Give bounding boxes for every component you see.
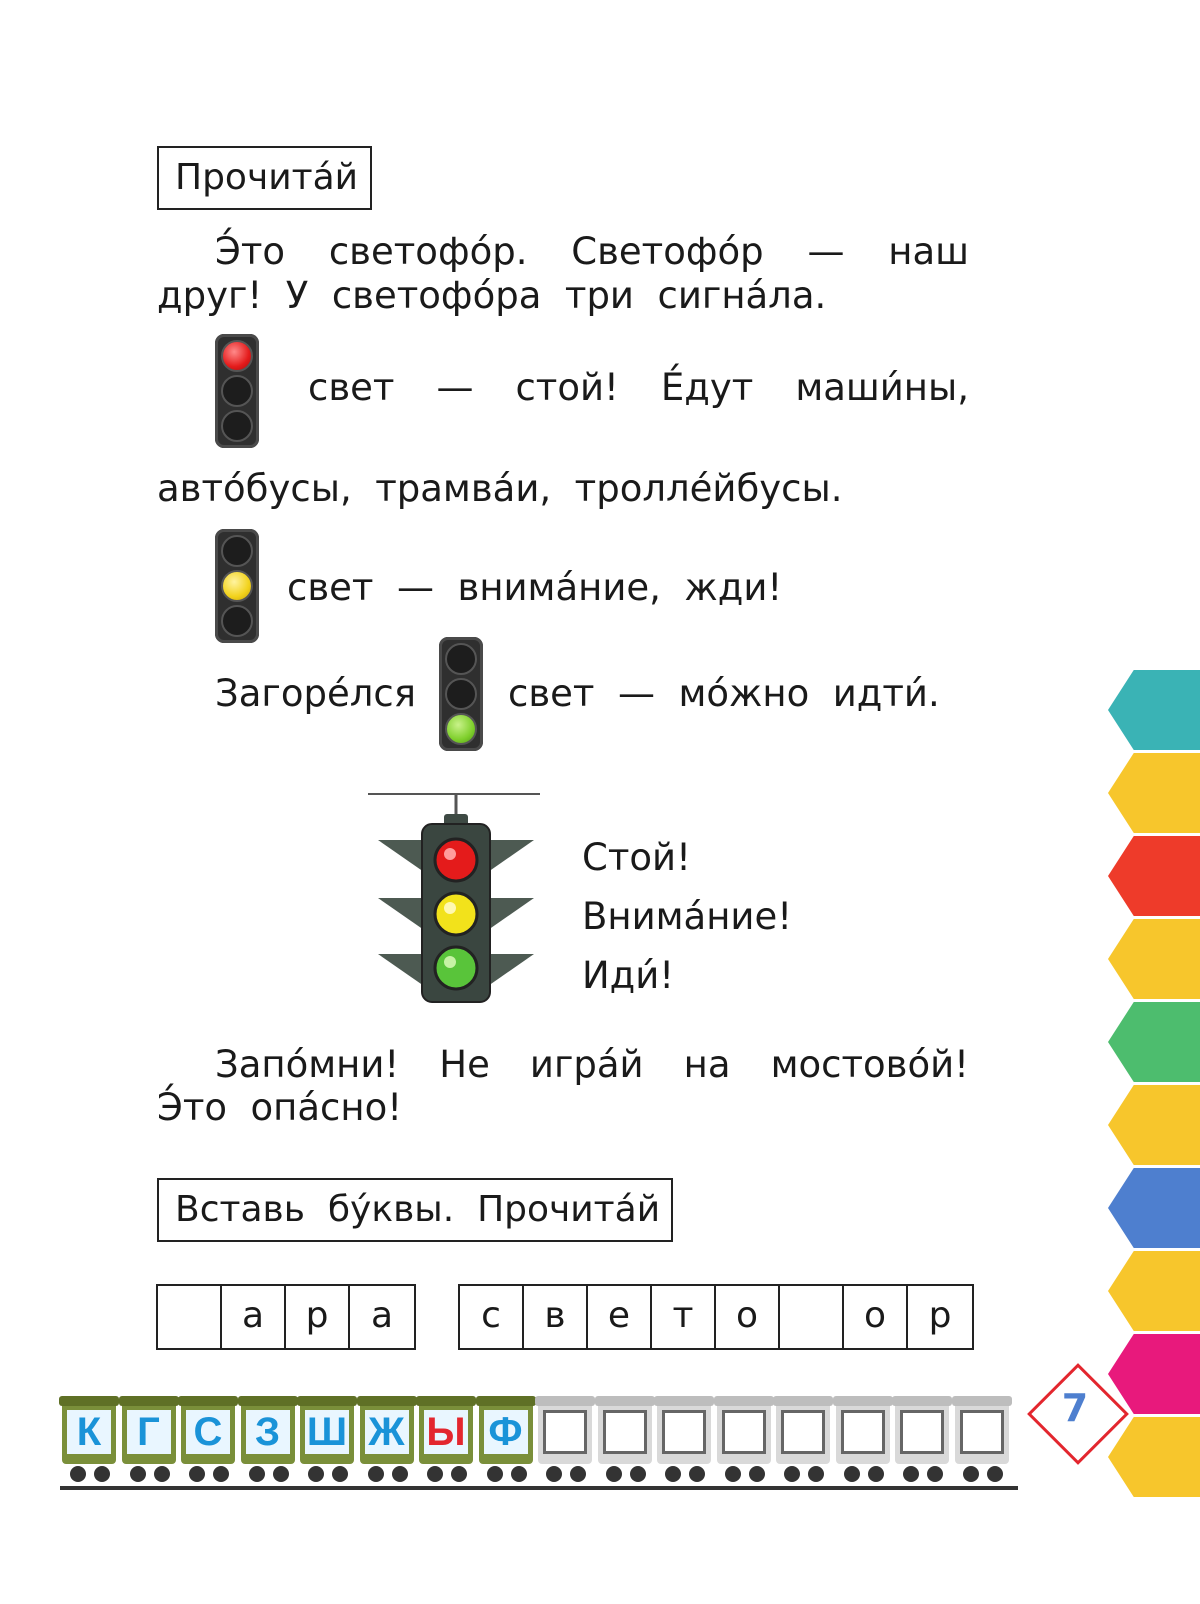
wagon-letter: Г [127, 1410, 171, 1454]
word: Э́то [215, 230, 286, 273]
letter-cell: р [286, 1286, 350, 1348]
red-traffic-light-icon [215, 334, 259, 448]
wagon-letter: Ф [484, 1410, 528, 1454]
yellow-traffic-light-icon [215, 529, 259, 643]
word: маши́ны, [795, 366, 969, 409]
train-wagon [300, 1402, 354, 1464]
word: свет [308, 366, 395, 409]
wagon-roof [297, 1396, 357, 1406]
wheel-icon [130, 1466, 146, 1482]
page-number-badge [1028, 1364, 1122, 1458]
word: игра́й [529, 1043, 644, 1086]
train-wagon [479, 1402, 533, 1464]
wheel-icon [665, 1466, 681, 1482]
letter-cell: е [588, 1286, 652, 1348]
word: Не [439, 1043, 490, 1086]
side-tab [1108, 1002, 1200, 1082]
letter-cell: а [370, 1295, 394, 1336]
wagon-roof [357, 1396, 417, 1406]
train-wagon [122, 1402, 176, 1464]
wagon-letter [781, 1410, 825, 1454]
word: Светофо́р [571, 230, 764, 273]
wagon-letter [960, 1410, 1004, 1454]
wagon-roof [476, 1396, 536, 1406]
wheel-icon [630, 1466, 646, 1482]
letter-cell: о [844, 1286, 908, 1348]
wagon-roof [773, 1396, 833, 1406]
wagon-letter: Ы [424, 1410, 468, 1454]
train-wagon-empty [776, 1402, 830, 1464]
letter-cell: в [524, 1286, 588, 1348]
wheel-icon [570, 1466, 586, 1482]
wheel-icon [725, 1466, 741, 1482]
word: — [807, 230, 845, 273]
word-cells-1 [156, 1284, 416, 1350]
side-tab [1108, 670, 1200, 750]
word: Запо́мни! [215, 1043, 400, 1086]
wagon-letter [543, 1410, 587, 1454]
word: наш [888, 230, 969, 273]
page-number: 7 [1061, 1386, 1089, 1430]
word: стой! [515, 366, 619, 409]
wagon-roof [416, 1396, 476, 1406]
wagon-letter [662, 1410, 706, 1454]
wheel-icon [308, 1466, 324, 1482]
wagon-roof [59, 1396, 119, 1406]
wagon-roof [238, 1396, 298, 1406]
wheel-icon [70, 1466, 86, 1482]
paragraph-line [215, 230, 969, 274]
word-cells-2 [458, 1284, 974, 1350]
wheel-icon [927, 1466, 943, 1482]
signal-go: Иди́! [582, 954, 675, 997]
train-wagon-empty [657, 1402, 711, 1464]
signal-attention: Внима́ние! [582, 895, 793, 938]
word: мостово́й! [770, 1043, 969, 1086]
wheel-icon [451, 1466, 467, 1482]
wheel-icon [987, 1466, 1003, 1482]
wheel-icon [963, 1466, 979, 1482]
wheel-icon [844, 1466, 860, 1482]
wheel-icon [689, 1466, 705, 1482]
wagon-roof [654, 1396, 714, 1406]
wheel-icon [392, 1466, 408, 1482]
wheel-icon [189, 1466, 205, 1482]
train-wagon [360, 1402, 414, 1464]
wheel-icon [249, 1466, 265, 1482]
paragraph-line: друг! У светофо́ра три сигна́ла. [157, 274, 827, 317]
wheel-icon [154, 1466, 170, 1482]
wheel-icon [511, 1466, 527, 1482]
paragraph-line: Э́то опа́сно! [157, 1086, 403, 1129]
paragraph-line: авто́бусы, трамва́и, тролле́йбусы. [157, 467, 843, 510]
wheel-icon [606, 1466, 622, 1482]
wheel-icon [868, 1466, 884, 1482]
wagon-letter [722, 1410, 766, 1454]
wagon-letter: Ж [365, 1410, 409, 1454]
wheel-icon [487, 1466, 503, 1482]
wheel-icon [427, 1466, 443, 1482]
wheel-icon [546, 1466, 562, 1482]
task-label: Прочита́й [175, 157, 359, 198]
wagon-roof [714, 1396, 774, 1406]
wagon-roof [833, 1396, 893, 1406]
train-wagon-empty [836, 1402, 890, 1464]
rail-track [60, 1486, 1018, 1490]
wheel-icon [213, 1466, 229, 1482]
train-wagon [62, 1402, 116, 1464]
wheel-icon [784, 1466, 800, 1482]
wheel-icon [94, 1466, 110, 1482]
yellow-light-text: свет — внима́ние, жди! [287, 566, 783, 609]
letter-cell: а [222, 1286, 286, 1348]
wagon-roof [535, 1396, 595, 1406]
wagon-roof [892, 1396, 952, 1406]
task-label: Вставь бу́квы. Прочита́й [175, 1189, 661, 1230]
green-light-text-after: свет — мо́жно идти́. [508, 672, 940, 715]
green-traffic-light-icon [439, 637, 483, 751]
wagon-letter: З [246, 1410, 290, 1454]
side-tab [1108, 836, 1200, 916]
side-tab [1108, 753, 1200, 833]
task-instruction-insert-letters [157, 1178, 673, 1242]
letter-cell: о [716, 1286, 780, 1348]
wagon-letter [900, 1410, 944, 1454]
wheel-icon [903, 1466, 919, 1482]
side-tab [1108, 1085, 1200, 1165]
word: — [436, 366, 474, 409]
letter-cell: т [652, 1286, 716, 1348]
side-tab [1108, 1251, 1200, 1331]
wagon-letter: С [186, 1410, 230, 1454]
wagon-letter [603, 1410, 647, 1454]
wagon-letter [841, 1410, 885, 1454]
traffic-light-illustration-icon [366, 790, 542, 1004]
paragraph-line [215, 1043, 969, 1087]
letter-cell: с [460, 1286, 524, 1348]
train-wagon-empty [717, 1402, 771, 1464]
train-wagon [419, 1402, 473, 1464]
letter-cell: р [928, 1295, 952, 1336]
wagon-roof [178, 1396, 238, 1406]
word: светофо́р. [328, 230, 528, 273]
train-wagon-empty [538, 1402, 592, 1464]
wheel-icon [332, 1466, 348, 1482]
letter-cell-blank[interactable] [158, 1286, 222, 1348]
wheel-icon [368, 1466, 384, 1482]
train-wagon-empty [895, 1402, 949, 1464]
train-wagon-empty [955, 1402, 1009, 1464]
train-wagon [181, 1402, 235, 1464]
train-wagon [241, 1402, 295, 1464]
red-light-text [308, 366, 969, 410]
wagon-roof [595, 1396, 655, 1406]
wagon-roof [952, 1396, 1012, 1406]
word: на [683, 1043, 731, 1086]
word: Е́дут [660, 366, 754, 409]
wheel-icon [749, 1466, 765, 1482]
wagon-letter: К [67, 1410, 111, 1454]
wheel-icon [273, 1466, 289, 1482]
signal-stop: Стой! [582, 836, 691, 879]
side-tab [1108, 1168, 1200, 1248]
train-wagon-empty [598, 1402, 652, 1464]
letter-cell-blank[interactable] [780, 1286, 844, 1348]
wagon-roof [119, 1396, 179, 1406]
green-light-text-before: Загоре́лся [215, 672, 416, 715]
task-instruction-read [157, 146, 372, 210]
side-tab [1108, 919, 1200, 999]
wagon-letter: Ш [306, 1410, 348, 1454]
wheel-icon [808, 1466, 824, 1482]
